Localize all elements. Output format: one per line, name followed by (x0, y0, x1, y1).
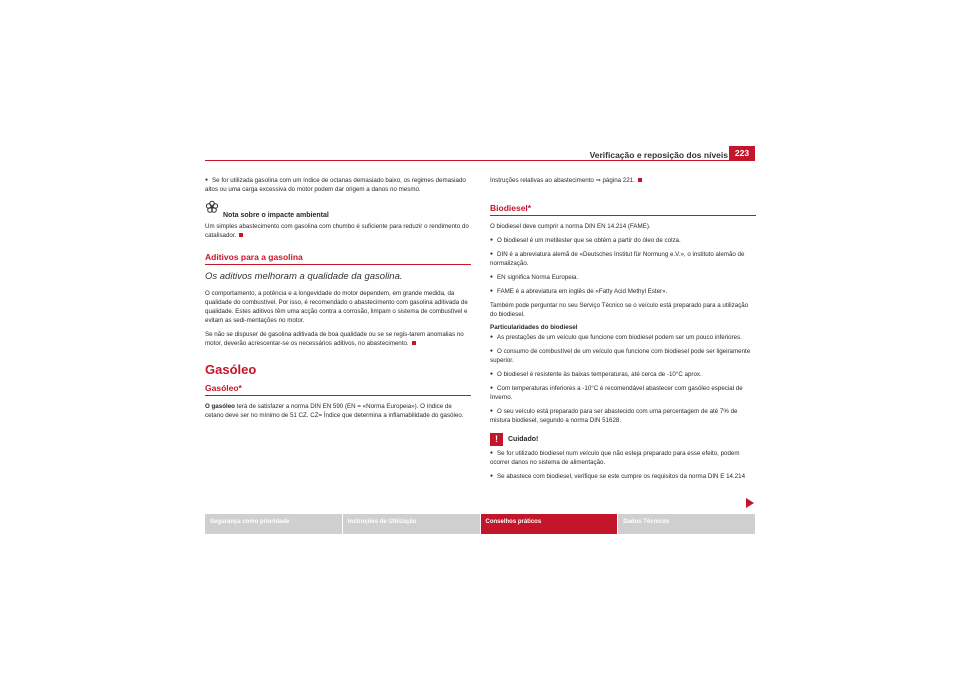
section-title-biodiesel: Biodiesel* (490, 203, 756, 216)
tab-technical-data[interactable]: Dados Técnicos (618, 514, 755, 534)
right-column (490, 176, 756, 486)
note-text: Um simples abastecimento com gasolina com chumbo é suficiente para reduzir o rendimento do catalisador. (205, 223, 469, 239)
tab-safety[interactable]: Segurança como prioridade (205, 514, 342, 534)
chapter-title-diesel: Gasóleo (205, 362, 257, 377)
list-item: ● O seu veículo está preparado para ser abastecido com uma percentagem de até 7% de mistura biodiesel, segundo a norma DIN 51628. (490, 407, 756, 425)
additives-paragraph-1: O comportamento, a potência e a longevidade do motor dependem, em grande medida, da qualidade do combustível. Por isso, é recomendado o abastecimento com gasolina aditivada de qualidade. Estes aditivos têm uma acção contra a corrosão, limpam o sistema de combustível e evitam as sedi-mentações no motor. (205, 290, 468, 324)
biodiesel-service-paragraph: Também pode perguntar no seu Serviço Técnico se o veículo está preparado para a utilização do biodiesel. (490, 302, 749, 318)
additives-paragraph-2: Se não se dispuser de gasolina aditivada de boa qualidade ou se se regis-tarem anomalias no motor, deverão acrescentar-se os necessários aditivos, no abastecimento. (205, 331, 464, 347)
biodiesel-norm: O biodiesel deve cumprir a norma DIN EN 14.214 (FAME). (490, 223, 651, 230)
note-text-block (205, 222, 471, 240)
list-item: ● O biodiesel é resistente às baixas temperaturas, até cerca de -10°C aprox. (490, 370, 756, 379)
section-subtitle-additives: Os aditivos melhoram a qualidade da gasolina. (205, 271, 403, 282)
list-item: ● O biodiesel é um metilester que se obtém a partir do óleo de colza. (490, 236, 756, 245)
end-mark-icon (412, 341, 416, 345)
refuel-instructions-link[interactable]: Instruções relativas ao abastecimento ⇒ página 221. (490, 177, 635, 184)
end-mark-icon (239, 233, 243, 237)
note-title: Nota sobre o impacte ambiental (223, 212, 329, 219)
left-column (205, 176, 471, 425)
diesel-paragraph (205, 402, 471, 420)
list-item: ● O consumo de combustível de um veículo que funcione com biodiesel pode ser ligeiramente superior. (490, 347, 756, 365)
header-divider (205, 160, 755, 161)
diesel-text: terá de satisfazer a norma DIN EN 590 (EN = «Norma Europeia»). O índice de cetano deve ser no mínimo de 51 CZ. CZ= Índice que determina a inflamabilidade do gasóleo. (205, 403, 464, 419)
warning-icon: ! (490, 433, 503, 446)
list-item: ● Se for utilizado biodiesel num veículo que não esteja preparado para esse efeito, podem ocorrer danos no sistema de alimentação. (490, 449, 756, 467)
list-item: ● Com temperaturas inferiores a -10°C é recomendável abastecer com gasóleo especial de Inverno. (490, 384, 756, 402)
section-title-additives: Aditivos para a gasolina (205, 252, 471, 265)
list-item: ● DIN é a abreviatura alemã de «Deutsches Institut für Normung e.V.», o instituto alemão de normalização. (490, 250, 756, 268)
octane-paragraph: ● Se for utilizada gasolina com um índice de octanas demasiado baixo, os regimes demasiado altos ou uma carga excessiva do motor podem dar origem a danos no mesmo. (205, 176, 471, 194)
section-title-diesel: Gasóleo* (205, 383, 471, 396)
tab-practical-tips[interactable]: Conselhos práticos (481, 514, 618, 534)
list-item: ● EN significa Norma Europeia. (490, 273, 756, 282)
page-header-title: Verificação e reposição dos níveis (589, 150, 728, 160)
end-mark-icon (638, 178, 642, 182)
continue-arrow-icon (746, 498, 754, 508)
refuel-instructions-block (490, 176, 756, 185)
additives-paragraph-2-block (205, 330, 471, 348)
list-item: ● As prestações de um veículo que funcione com biodiesel podem ser um pouco inferiores. (490, 333, 756, 342)
environment-note-heading (205, 200, 471, 219)
biodiesel-particularities-heading: Particularidades do biodiesel (490, 324, 578, 331)
caution-title: Cuidado! (508, 436, 539, 443)
caution-heading (490, 433, 756, 446)
list-item: ● Se abastece com biodiesel, verifique se este cumpre os requisitos da norma DIN E 14.214 (490, 472, 756, 481)
footer-nav (205, 514, 755, 534)
diesel-lead: O gasóleo (205, 403, 235, 410)
list-item: ● FAME é a abreviatura em inglês de «Fatty Acid Methyl Ester». (490, 287, 756, 296)
tab-instructions[interactable]: Instruções de Utilização (343, 514, 480, 534)
page-number: 223 (729, 146, 755, 161)
flower-icon (205, 200, 219, 219)
